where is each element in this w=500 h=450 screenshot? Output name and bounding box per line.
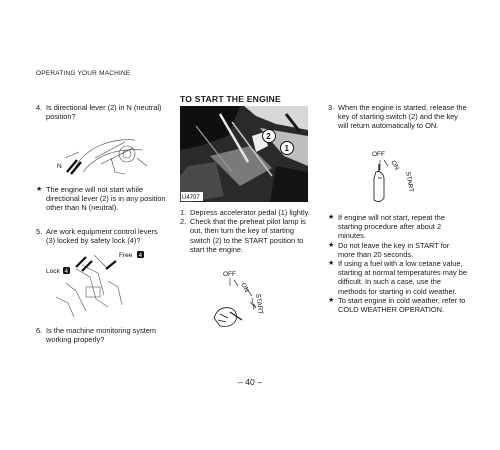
step-1-text: Depress accelerator pedal (1) lightly. [190, 208, 310, 217]
switch-off-label-2: OFF [372, 151, 385, 158]
star-icon: ★ [328, 296, 335, 304]
step-2 [180, 217, 312, 254]
note-text: Do not leave the key in START for more than 20 seconds. [338, 240, 450, 259]
directional-lever-figure [55, 128, 155, 180]
switch-start-label-2: START [404, 171, 415, 193]
question-6-text: Is the machine monitoring system working properly? [46, 326, 157, 345]
question-4-number: 4. [36, 103, 43, 112]
key-icon-2 [374, 164, 384, 202]
note-item [328, 213, 468, 241]
question-6-number: 6. [36, 326, 43, 335]
note-text: If engine will not start, repeat the starting procedure after about 2 minutes. [338, 213, 445, 241]
star-icon: ★ [328, 241, 335, 249]
right-notes [328, 213, 468, 314]
question-5 [36, 227, 166, 245]
photo-code: U4707 [182, 195, 200, 201]
note-item [328, 259, 468, 296]
star-icon: ★ [36, 186, 43, 193]
middle-steps [180, 208, 312, 254]
step-2-number: 2. [180, 217, 187, 227]
question-5-number: 5. [36, 227, 43, 236]
step-1-number: 1. [180, 208, 187, 217]
safety-lock-figure [46, 247, 158, 319]
note-1-text: The engine will not start while directional lever (2) is in any position other than N (neutral). [46, 185, 166, 213]
starting-switch-on-figure [362, 148, 424, 208]
page-number: – 40 – [238, 377, 262, 387]
left-column [36, 103, 166, 121]
callout-4-number-2: 4 [64, 268, 68, 275]
step-1 [180, 208, 312, 217]
neutral-label: N [57, 163, 62, 170]
star-icon: ★ [328, 260, 335, 268]
key-icon [214, 308, 242, 327]
lock-label: Lock [46, 268, 60, 275]
note-text: If using a fuel with a low cetane value, starting at normal temperatures may be difficult. In such a case, use the methods for starting in cold weather. [338, 259, 467, 296]
free-label: Free [119, 252, 133, 259]
step-3 [328, 103, 468, 131]
question-4-text: Is directional lever (2) in N (neutral) position? [46, 103, 162, 122]
switch-off-label: OFF [223, 271, 236, 278]
callout-4-number: 4 [138, 252, 142, 259]
question-4 [36, 103, 166, 121]
operator-seat-photo [180, 106, 308, 202]
switch-start-label: START [254, 293, 264, 315]
photo-callout-1 [281, 142, 294, 155]
left-note-1 [36, 185, 166, 213]
running-header: OPERATING YOUR MACHINE [36, 70, 131, 77]
photo-callout-1-number: 1 [284, 144, 289, 153]
question-5-text: Are work equipment control levers (3) locked by safety lock (4)? [46, 227, 158, 246]
step-2-text: Check that the preheat pilot lamp is out, then turn the key of starting switch (2) to the START position to start the engine. [190, 217, 306, 254]
note-item [328, 296, 468, 314]
starting-switch-start-figure [208, 266, 272, 330]
photo-callout-2 [263, 130, 276, 143]
step-3-text: When the engine is started, release the key of starting switch (2) and the key will return automatically to ON. [338, 103, 467, 131]
question-6 [36, 326, 166, 344]
switch-on-label-2: ON [389, 159, 401, 172]
note-item [328, 241, 468, 259]
step-3-number: 3. [328, 103, 335, 112]
switch-on-label: ON [239, 281, 250, 294]
section-title: TO START THE ENGINE [180, 94, 281, 104]
star-icon: ★ [328, 214, 335, 221]
photo-callout-2-number: 2 [266, 132, 271, 141]
note-text: To start engine in cold weather, refer to COLD WEATHER OPERATION. [338, 295, 466, 315]
